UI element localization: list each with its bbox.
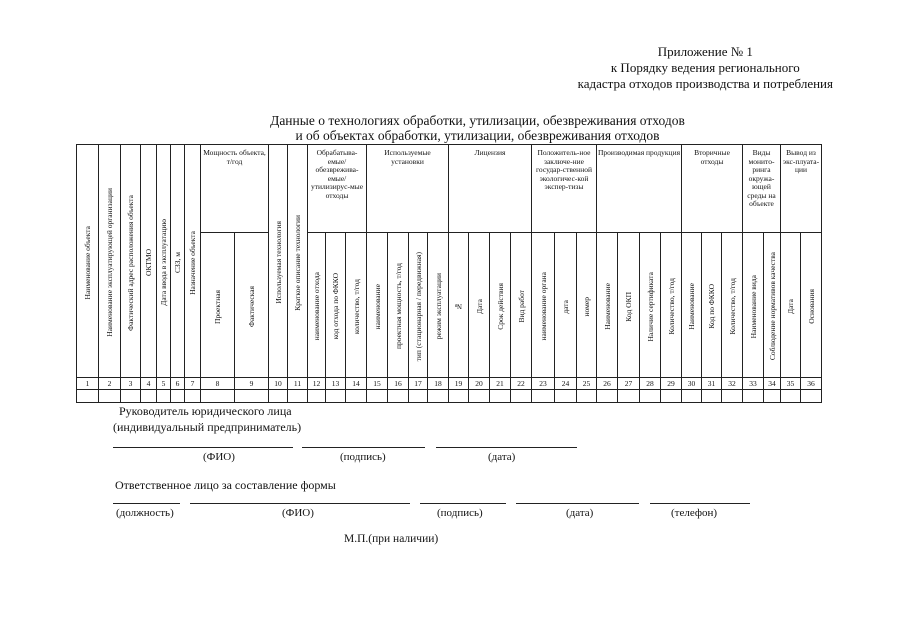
col-number: 25 — [577, 378, 597, 390]
col-number: 30 — [682, 378, 702, 390]
col-szz: СЗЗ, м — [171, 145, 185, 378]
col-expertise-number: номер — [577, 233, 597, 378]
col-number: 10 — [269, 378, 288, 390]
col-number: 33 — [743, 378, 764, 390]
head-label-2: (индивидуальный предприниматель) — [113, 420, 302, 434]
date-caption: (дата) — [488, 451, 516, 463]
position-line — [113, 503, 180, 504]
col-number: 29 — [661, 378, 682, 390]
phone-line — [650, 503, 750, 504]
date-caption-2: (дата) — [566, 507, 594, 519]
col-actual-capacity: Фактическая — [235, 233, 269, 378]
col-decom-basis: Основания — [801, 233, 822, 378]
col-number: 15 — [367, 378, 388, 390]
col-product-okp: Код ОКП — [618, 233, 640, 378]
col-number: 22 — [511, 378, 532, 390]
col-product-certificate: Наличие сертификата — [640, 233, 661, 378]
data-table — [76, 144, 822, 403]
col-number: 2 — [99, 378, 121, 390]
title-line-1: Данные о технологиях обработки, утилизации, обезвреживания отходов — [270, 113, 685, 128]
signature-line — [302, 447, 425, 448]
appendix-ref-1: к Порядку ведения регионального — [610, 60, 800, 75]
appendix-header — [578, 44, 833, 92]
col-install-name: наименование — [367, 233, 388, 378]
col-monitoring-compliance: Соблюдение нормативов качества — [764, 233, 781, 378]
col-number: 24 — [555, 378, 577, 390]
position-caption: (должность) — [116, 507, 174, 519]
col-number: 1 — [77, 378, 99, 390]
col-tech-description: Краткое описание технологии — [288, 145, 308, 378]
col-secondary-name: Наименование — [682, 233, 702, 378]
group-secondary-waste: Вторичные отходы — [682, 145, 743, 233]
group-expertise: Положитель-ное заключе-ние государ-ственной экологичес-кой экспер-тизы — [532, 145, 597, 233]
col-number: 19 — [449, 378, 469, 390]
col-operator: Наименование эксплуатирующей организации — [99, 145, 121, 378]
col-license-number: № — [449, 233, 469, 378]
col-expertise-date: дата — [555, 233, 577, 378]
col-number: 11 — [288, 378, 308, 390]
col-waste-code: код отхода по ФККО — [326, 233, 346, 378]
col-number: 13 — [326, 378, 346, 390]
col-waste-name: наименование отхода — [308, 233, 326, 378]
group-waste: Обрабатыва-емые/ обезврежива-емые/ утилизирус-мые отходы — [308, 145, 367, 233]
col-license-validity: Срок действия — [490, 233, 511, 378]
col-number: 26 — [597, 378, 618, 390]
group-products: Производимая продукция — [597, 145, 682, 233]
stamp-place: М.П.(при наличии) — [344, 533, 439, 545]
col-number: 34 — [764, 378, 781, 390]
phone-caption: (телефон) — [671, 507, 718, 519]
column-number-row — [77, 378, 822, 390]
date-line — [436, 447, 577, 448]
col-number: 32 — [722, 378, 743, 390]
fio-caption-2: (ФИО) — [282, 507, 314, 519]
signature-caption: (подпись) — [340, 451, 386, 463]
col-number: 18 — [428, 378, 449, 390]
col-secondary-amount: Количество, т/год — [722, 233, 743, 378]
group-header-row — [77, 145, 822, 233]
col-technology: Используемая технология — [269, 145, 288, 378]
responsible-label: Ответственное лицо за составление формы — [115, 478, 336, 492]
col-number: 23 — [532, 378, 555, 390]
col-number: 16 — [388, 378, 409, 390]
head-label: Руководитель юридического лица — [119, 404, 292, 418]
date-line-2 — [516, 503, 639, 504]
appendix-ref-2: кадастра отходов производства и потребления — [577, 76, 833, 91]
col-commission-date: Дата ввода в эксплуатацию — [157, 145, 171, 378]
signature-caption-2: (подпись) — [437, 507, 483, 519]
col-monitoring-type: Наименование вида — [743, 233, 764, 378]
col-number: 14 — [346, 378, 367, 390]
group-power: Мощность объекта, т/год — [201, 145, 269, 233]
group-decommission: Вывод из экс-плуата-ции — [781, 145, 822, 233]
group-installations: Используемые установки — [367, 145, 449, 233]
col-expertise-authority: наименование органа — [532, 233, 555, 378]
col-object-name: Наименование объекта — [77, 145, 99, 378]
col-address: Фактический адрес расположения объекта — [121, 145, 141, 378]
col-number: 3 — [121, 378, 141, 390]
col-secondary-code: Код по ФККО — [702, 233, 722, 378]
col-oktmo: ОКТМО — [141, 145, 157, 378]
group-monitoring: Виды монито-ринга окружа-ющей среды на объекте — [743, 145, 781, 233]
col-license-works: Вид работ — [511, 233, 532, 378]
appendix-number: Приложение № 1 — [657, 44, 753, 59]
col-number: 36 — [801, 378, 822, 390]
col-number: 21 — [490, 378, 511, 390]
col-decom-date: Дата — [781, 233, 801, 378]
col-number: 9 — [235, 378, 269, 390]
col-number: 5 — [157, 378, 171, 390]
col-install-type: тип (стационарная / передвижная) — [409, 233, 428, 378]
col-number: 27 — [618, 378, 640, 390]
col-number: 35 — [781, 378, 801, 390]
title-line-2: и об объектах обработки, утилизации, обезвреживания отходов — [295, 128, 660, 143]
col-install-mode: режим эксплуатации — [428, 233, 449, 378]
col-number: 4 — [141, 378, 157, 390]
col-number: 17 — [409, 378, 428, 390]
fio-line-2 — [190, 503, 410, 504]
empty-data-row — [77, 390, 822, 403]
col-waste-amount: количество, т/год — [346, 233, 367, 378]
col-number: 8 — [201, 378, 235, 390]
col-number: 6 — [171, 378, 185, 390]
col-product-amount: Количество, т/год — [661, 233, 682, 378]
col-number: 31 — [702, 378, 722, 390]
document-title — [0, 113, 905, 143]
col-install-capacity: проектная мощность, т/год — [388, 233, 409, 378]
fio-line — [113, 447, 293, 448]
col-purpose: Назначение объекта — [185, 145, 201, 378]
fio-caption: (ФИО) — [203, 451, 235, 463]
signature-line-2 — [420, 503, 506, 504]
group-license: Лицензия — [449, 145, 532, 233]
col-number: 28 — [640, 378, 661, 390]
col-product-name: Наименование — [597, 233, 618, 378]
col-number: 20 — [469, 378, 490, 390]
col-number: 12 — [308, 378, 326, 390]
col-number: 7 — [185, 378, 201, 390]
col-design-capacity: Проектная — [201, 233, 235, 378]
col-license-date: Дата — [469, 233, 490, 378]
